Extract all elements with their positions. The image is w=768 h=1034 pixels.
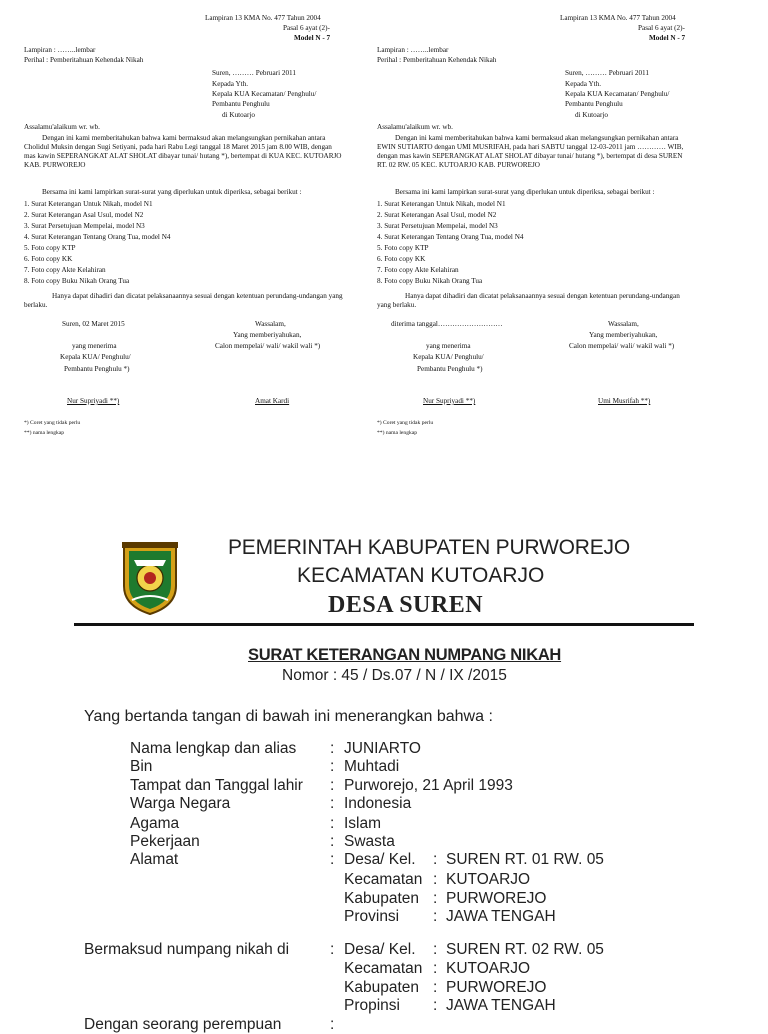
model-label: Model N - 7 xyxy=(649,34,686,42)
field-label-occupation: Pekerjaan xyxy=(130,833,200,850)
location-label-regency: Kabupaten xyxy=(344,979,419,996)
attachment-item: 2. Surat Keterangan Asal Usul, model N2 xyxy=(377,211,497,219)
attachment-item: 6. Foto copy KK xyxy=(24,255,73,263)
body-paragraph-3: Hanya dapat dihadiri dan dicatat pelaksanaannya sesuai dengan ketentuan perundang-undangan yang berlaku. xyxy=(377,292,680,309)
attachment-item: 1. Surat Keterangan Untuk Nikah, model N1 xyxy=(377,200,506,208)
address-line-2: Kepala KUA Kecamatan/ Penghulu/ xyxy=(212,90,317,98)
receiver-line-1: yang menerima xyxy=(72,342,117,350)
perihal-line: Perihal : Pemberitahuan Kehendak Nikah xyxy=(377,56,497,64)
receiver-line-2: Kepala KUA/ Penghulu/ xyxy=(60,353,131,361)
notifier-role: Calon mempelai/ wali/ wakil wali *) xyxy=(215,342,321,350)
attachment-item: 7. Foto copy Akte Kelahiran xyxy=(377,266,459,274)
ref-line-2: Pasal 6 ayat (2)- xyxy=(638,24,685,32)
intro-text: Yang bertanda tangan di bawah ini menerangkan bahwa : xyxy=(84,708,493,725)
body-paragraph-1: Dengan ini kami memberitahukan bahwa kami bermaksud akan melangsungkan pernikahan antara EWIN SUTIARTO dengan UMI MUSRIFAH, pada hari SABTU tanggal 12-03-2011 jam ………… WIB, dengan mas kawin SEPERANGKAT ALAT SHOLAT dibayar tunai/ hutang *), bertempat di desa SUREN RT. 02 RW. 05 KEC. KUTOARJO KAB. PURWOREJO xyxy=(377,134,684,169)
date-line: Suren, ……… Pebruari 2011 xyxy=(565,69,649,77)
notifier-label: Yang memberiyahukan, xyxy=(233,331,302,339)
field-label-citizenship: Warga Negara xyxy=(130,795,231,812)
location-label-province: Propinsi xyxy=(344,997,400,1014)
field-colon: : xyxy=(330,941,335,958)
received-date: diterima tanggal……………………… xyxy=(391,320,503,328)
footnote-2: **) nama lengkap xyxy=(24,430,65,436)
signature-notifier: Umi Musrifah **) xyxy=(598,397,651,405)
field-colon: : xyxy=(330,777,335,794)
address-value-province: JAWA TENGAH xyxy=(446,908,556,925)
village-header: DESA SUREN xyxy=(328,592,484,618)
attachment-item: 3. Surat Persetujuan Mempelai, model N3 xyxy=(377,222,498,230)
body-paragraph-3: Hanya dapat dihadiri dan dicatat pelaksanaannya sesuai dengan ketentuan perundang-undangan yang berlaku. xyxy=(24,292,343,309)
field-label-address: Alamat xyxy=(130,851,179,868)
location-value-village: SUREN RT. 02 RW. 05 xyxy=(446,941,604,958)
field-colon: : xyxy=(433,997,438,1014)
address-value-subdistrict: KUTOARJO xyxy=(446,871,531,888)
field-colon: : xyxy=(433,979,438,996)
attachment-item: 7. Foto copy Akte Kelahiran xyxy=(24,266,106,274)
footnote-1: *) Coret yang tidak perlu xyxy=(24,420,81,426)
footnote-1: *) Coret yang tidak perlu xyxy=(377,420,434,426)
attachment-item: 8. Foto copy Buku Nikah Orang Tua xyxy=(24,277,130,285)
address-line-4: di Kutoarjo xyxy=(575,111,608,119)
field-label-religion: Agama xyxy=(130,815,180,832)
ref-line-1: Lampiran 13 KMA No. 477 Tahun 2004 xyxy=(205,14,321,22)
document-title: SURAT KETERANGAN NUMPANG NIKAH xyxy=(248,646,562,664)
field-value-religion: Islam xyxy=(344,815,382,832)
field-value-bin: Muhtadi xyxy=(344,758,400,775)
field-colon: : xyxy=(330,1016,335,1033)
location-label-village: Desa/ Kel. xyxy=(344,941,416,958)
field-colon: : xyxy=(330,851,335,868)
field-value-occupation: Swasta xyxy=(344,833,395,850)
field-value-name: JUNIARTO xyxy=(344,740,421,757)
field-colon: : xyxy=(433,871,438,888)
attachment-item: 1. Surat Keterangan Untuk Nikah, model N1 xyxy=(24,200,153,208)
receiver-line-3: Pembantu Penghulu *) xyxy=(417,365,483,373)
header-divider xyxy=(74,623,694,626)
field-colon: : xyxy=(330,795,335,812)
letter-left xyxy=(0,0,384,450)
field-label-name: Nama lengkap dan alias xyxy=(130,740,297,757)
address-line-1: Kepada Yth. xyxy=(565,80,602,88)
address-line-3: Pembantu Penghulu xyxy=(565,100,623,108)
document-number: Nomor : 45 / Ds.07 / N / IX /2015 xyxy=(282,667,507,684)
salutation: Assalamu'alaikum wr. wb. xyxy=(377,123,453,131)
model-label: Model N - 7 xyxy=(294,34,331,42)
address-line-2: Kepala KUA Kecamatan/ Penghulu/ xyxy=(565,90,670,98)
address-label-province: Provinsi xyxy=(344,908,400,925)
government-header: PEMERINTAH KABUPATEN PURWOREJO xyxy=(228,536,630,559)
address-label-subdistrict: Kecamatan xyxy=(344,871,423,888)
attachment-item: 5. Foto copy KTP xyxy=(377,244,429,252)
field-label-birth: Tampat dan Tanggal lahir xyxy=(130,777,303,794)
salutation: Assalamu'alaikum wr. wb. xyxy=(24,123,100,131)
field-colon: : xyxy=(433,960,438,977)
attachment-item: 4. Surat Keterangan Tentang Orang Tua, model N4 xyxy=(377,233,524,241)
closing-greeting: Wassalam, xyxy=(255,320,286,328)
received-date: Suren, 02 Maret 2015 xyxy=(62,320,125,328)
ref-line-2: Pasal 6 ayat (2)- xyxy=(283,24,330,32)
field-label-partner: Dengan seorang perempuan xyxy=(84,1016,282,1033)
attachment-item: 5. Foto copy KTP xyxy=(24,244,76,252)
attachment-item: 4. Surat Keterangan Tentang Orang Tua, model N4 xyxy=(24,233,171,241)
field-colon: : xyxy=(330,758,335,775)
certificate-page xyxy=(0,520,768,1033)
field-value-birth: Purworejo, 21 April 1993 xyxy=(344,777,513,794)
signature-receiver: Nur Supriyadi **) xyxy=(67,397,120,405)
address-line-4: di Kutoarjo xyxy=(222,111,255,119)
attachment-item: 3. Surat Persetujuan Mempelai, model N3 xyxy=(24,222,145,230)
location-value-subdistrict: KUTOARJO xyxy=(446,960,531,977)
receiver-line-1: yang menerima xyxy=(426,342,471,350)
field-colon: : xyxy=(330,740,335,757)
body-paragraph-2: Bersama ini kami lampirkan surat-surat yang diperlukan untuk diperiksa, sebagai berikut : xyxy=(395,188,655,196)
address-line-3: Pembantu Penghulu xyxy=(212,100,270,108)
field-colon: : xyxy=(330,815,335,832)
field-label-wedding-location: Bermaksud numpang nikah di xyxy=(84,941,290,958)
regency-crest-icon xyxy=(120,540,180,616)
attachment-item: 8. Foto copy Buku Nikah Orang Tua xyxy=(377,277,483,285)
body-paragraph-1: Dengan ini kami memberitahukan bahwa kami bermaksud akan melangsungkan pernikahan antara Cholidul Muksin dengan Sugi Setiyani, pada hari Rabu Legi tanggal 18 Maret 2015 jam 8.00 WIB, dengan mas kawin SEPERANGKAT ALAT SHOLAT dibayar tunai/ hutang *), bertempat di KUA KEC. KUTOARJO KAB. PURWOREJO xyxy=(24,134,342,169)
closing-greeting: Wassalam, xyxy=(608,320,639,328)
attachment-item: 2. Surat Keterangan Asal Usul, model N2 xyxy=(24,211,144,219)
location-label-subdistrict: Kecamatan xyxy=(344,960,423,977)
receiver-line-2: Kepala KUA/ Penghulu/ xyxy=(413,353,484,361)
field-colon: : xyxy=(433,851,438,868)
receiver-line-3: Pembantu Penghulu *) xyxy=(64,365,130,373)
notifier-label: Yang memberiyahukan, xyxy=(589,331,658,339)
field-value-citizenship: Indonesia xyxy=(344,795,412,812)
lampiran-line: Lampiran : ……..lembar xyxy=(377,46,449,54)
address-line-1: Kepada Yth. xyxy=(212,80,249,88)
field-colon: : xyxy=(433,941,438,958)
address-value-regency: PURWOREJO xyxy=(446,890,547,907)
perihal-line: Perihal : Pemberitahuan Kehendak Nikah xyxy=(24,56,144,64)
letter-right xyxy=(377,0,764,450)
date-line: Suren, ……… Pebruari 2011 xyxy=(212,69,296,77)
address-label-village: Desa/ Kel. xyxy=(344,851,416,868)
field-colon: : xyxy=(330,833,335,850)
field-colon: : xyxy=(433,890,438,907)
footnote-2: **) nama lengkap xyxy=(377,430,418,436)
signature-receiver: Nur Supriyadi **) xyxy=(423,397,476,405)
notifier-role: Calon mempelai/ wali/ wakil wali *) xyxy=(569,342,675,350)
location-value-province: JAWA TENGAH xyxy=(446,997,556,1014)
field-label-bin: Bin xyxy=(130,758,153,775)
address-value-village: SUREN RT. 01 RW. 05 xyxy=(446,851,604,868)
ref-line-1: Lampiran 13 KMA No. 477 Tahun 2004 xyxy=(560,14,676,22)
body-paragraph-2: Bersama ini kami lampirkan surat-surat yang diperlukan untuk diperiksa, sebagai berikut : xyxy=(42,188,302,196)
district-header: KECAMATAN KUTOARJO xyxy=(297,564,545,587)
address-label-regency: Kabupaten xyxy=(344,890,419,907)
field-colon: : xyxy=(433,908,438,925)
location-value-regency: PURWOREJO xyxy=(446,979,547,996)
lampiran-line: Lampiran : ……..lembar xyxy=(24,46,96,54)
signature-notifier: Amat Kardi xyxy=(255,397,290,405)
attachment-item: 6. Foto copy KK xyxy=(377,255,426,263)
